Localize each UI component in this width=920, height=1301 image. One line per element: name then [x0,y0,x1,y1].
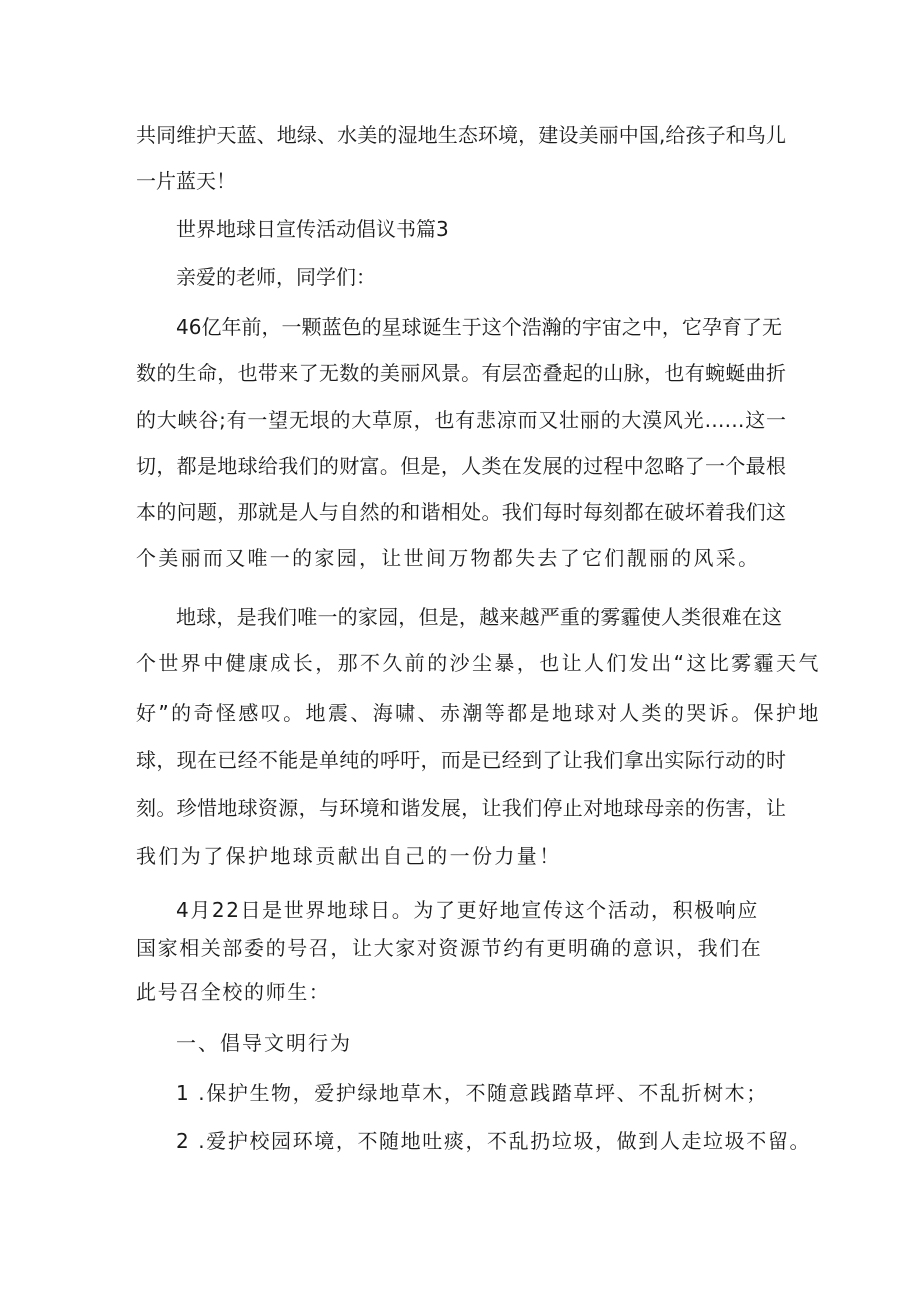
paragraph-line: 一片蓝天！ [136,169,236,193]
paragraph-line: 个美丽而又唯一的家园，让世间万物都失去了它们靓丽的风采。 [136,546,761,570]
paragraph-line: 我们为了保护地球贡献出自己的一份力量！ [136,844,562,868]
paragraph-line: 数的生命，也带来了无数的美丽风景。有层峦叠起的山脉，也有蜿蜒曲折 [136,361,786,385]
list-heading: 一、倡导文明行为 [176,1031,352,1055]
paragraph-line: 国家相关部委的号召，让大家对资源节约有更明确的意识，我们在 [136,936,763,960]
paragraph-line: 球，现在已经不能是单纯的呼吁，而是已经到了让我们拿出实际行动的时 [136,748,786,772]
paragraph-line: 共同维护天蓝、地绿、水美的湿地生态环境，建设美丽中国,给孩子和鸟儿 [136,123,786,147]
paragraph-line: 此号召全校的师生： [136,980,331,1004]
list-item: 1 .保护生物，爱护绿地草木，不随意践踏草坪、不乱折树木； [176,1081,768,1105]
paragraph-line: 4月22日是世界地球日。为了更好地宣传这个活动，积极响应 [176,898,759,922]
paragraph-line: 好”的奇怪感叹。地震、海啸、赤潮等都是地球对人类的哭诉。保护地 [136,701,821,725]
paragraph-line: 本的问题，那就是人与自然的和谐相处。我们每时每刻都在破坏着我们这 [136,500,786,524]
paragraph-line: 的大峡谷;有一望无垠的大草原，也有悲凉而又壮丽的大漠风光……这一 [136,408,786,432]
paragraph-line: 地球，是我们唯一的家园，但是，越来越严重的雾霾使人类很难在这 [176,605,782,629]
paragraph-line: 切，都是地球给我们的财富。但是，人类在发展的过程中忽略了一个最根 [136,454,786,478]
paragraph-line: 个世界中健康成长，那不久前的沙尘暴，也让人们发出“这比雾霾天气 [136,651,821,675]
paragraph-line: 刻。珍惜地球资源，与环境和谐发展，让我们停止对地球母亲的伤害，让 [136,796,786,820]
paragraph-line: 46亿年前，一颗蓝色的星球诞生于这个浩瀚的宇宙之中，它孕育了无 [176,315,782,339]
section-title: 世界地球日宣传活动倡议书篇3 [176,217,449,241]
salutation: 亲爱的老师，同学们： [176,265,376,289]
list-item: 2 .爱护校园环境，不随地吐痰，不乱扔垃圾，做到人走垃圾不留。 [176,1129,812,1153]
